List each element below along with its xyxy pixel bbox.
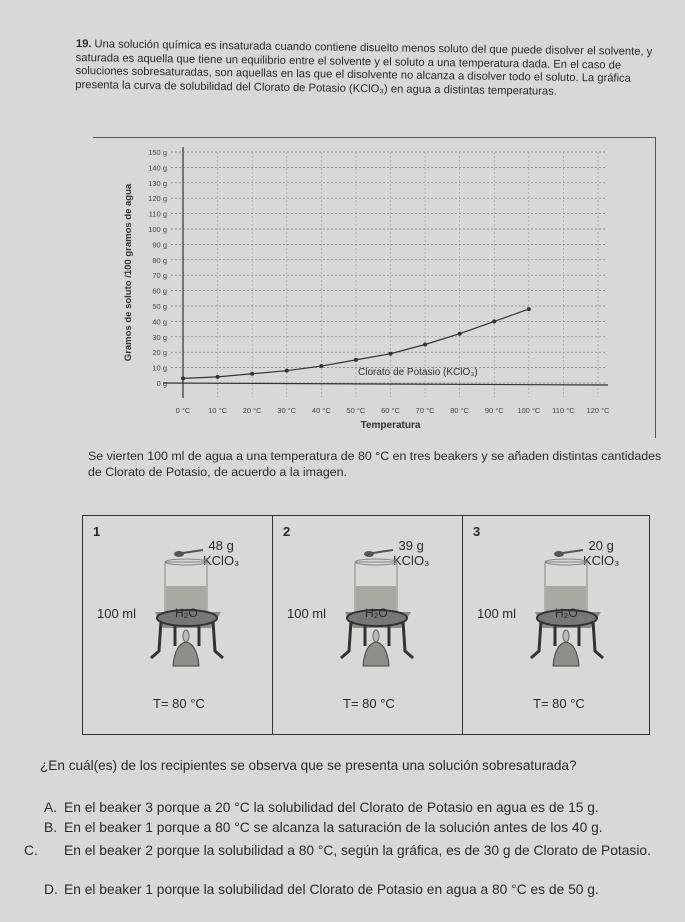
option-d[interactable] [44,882,684,897]
x-tick-label: 60 °C [381,406,400,415]
temperature-label: T= 80 °C [533,696,585,711]
y-tick-label: 110 g [148,209,167,219]
x-tick-label: 20 °C [242,406,262,415]
option-text: En el beaker 2 porque la solubilidad a 80 °C, según la gráfica, es de 30 g de Clorato de Potasio. [64,843,651,858]
question-number: 19. [75,38,92,51]
option-a[interactable] [44,800,684,815]
intro-paragraph: Una solución química es insaturada cuando contiene disuelto menos soluto del que puede disolver el solvente, y saturada es aquella que tiene un equilibrio entre el solvente y el soluto a una temperatura dada. En el caso de soluciones sobresaturadas, son aquellas en las que el disolvente no alcanza a disolver todo el soluto. La gráfica presenta la curva de solubilidad del Clorato de Potasio (KClO₃) en agua a distintas temperaturas. [75,38,653,98]
solute-mass: 48 g [208,538,234,553]
option-letter: A. [44,800,58,815]
data-point [492,319,496,323]
y-tick-label: 130 g [148,178,167,188]
option-b[interactable] [44,820,684,835]
beaker-icon [355,559,397,612]
beaker-panel-1 [82,515,273,735]
water-formula: H₂O [365,606,388,620]
temperature-label: T= 80 °C [343,696,395,711]
x-tick-label: 110 °C [552,406,575,415]
y-tick-label: 10 g [152,363,167,373]
beaker-number: 2 [283,524,291,539]
spatula-icon [364,550,393,557]
beaker-number: 1 [93,524,101,539]
y-tick-label: 20 g [152,348,167,358]
data-point [527,307,531,311]
y-tick-label: 50 g [152,302,167,311]
beaker-panel-2 [272,515,463,735]
y-tick-label: 120 g [148,194,167,204]
y-tick-label: 0 g [156,379,167,388]
y-tick-label: 30 g [152,332,167,342]
y-tick-label: 100 g [148,225,167,234]
burner-icon [173,630,199,666]
temperature-label: T= 80 °C [153,696,205,711]
series-label: Clorato de Potasio (KClO₃) [358,367,478,378]
burner-icon [363,630,389,666]
option-letter: D. [44,882,58,897]
water-formula: H₂O [175,606,198,620]
y-tick-label: 60 g [152,286,167,296]
spatula-icon [174,550,203,557]
x-axis [163,383,608,385]
data-point [458,332,462,336]
x-tick-label: 50 °C [346,406,366,415]
y-tick-label: 70 g [152,271,167,281]
solute-formula: KClO₃ [393,553,430,568]
x-tick-label: 70 °C [415,406,435,415]
burner-icon [553,630,579,666]
x-tick-label: 0 °C [175,406,191,415]
water-volume: 100 ml [97,606,137,621]
experiment-description: Se vierten 100 ml de agua a una temperatura de 80 °C en tres beakers y se añaden distintas cantidades de Clorato de Potasio, de acuerdo a la imagen. [88,449,662,479]
option-letter: C. [24,843,38,858]
data-point [389,352,393,356]
data-point [319,364,323,368]
water-formula: H₂O [555,606,578,620]
x-tick-label: 30 °C [277,406,297,415]
data-point [354,358,358,362]
data-point [423,343,427,347]
option-letter: B. [44,820,58,835]
intro-text [75,38,666,101]
option-c[interactable] [24,840,674,862]
beaker-icon [545,559,587,612]
option-text: En el beaker 1 porque la solubilidad del Clorato de Potasio en agua a 80 °C es de 50 g. [64,882,599,897]
y-tick-label: 80 g [152,255,167,265]
y-tick-label: 90 g [152,240,167,250]
beaker-panel-3 [462,515,650,735]
solubility-chart [93,137,655,437]
option-text: En el beaker 1 porque a 80 °C se alcanza la saturación de la solución antes de los 40 g. [64,820,603,835]
x-axis-title: Temperatura [360,420,421,431]
beaker-number: 3 [473,524,481,539]
data-point [181,376,185,380]
y-tick-label: 140 g [148,163,167,173]
data-point [250,372,254,376]
x-tick-label: 40 °C [311,406,331,415]
x-tick-label: 80 °C [450,406,470,415]
y-tick-label: 150 g [148,148,167,157]
spatula-icon [554,550,583,557]
water-volume: 100 ml [287,606,327,621]
x-tick-label: 90 °C [484,406,504,415]
y-axis-title: Gramos de soluto /100 gramos de agua [123,183,134,362]
solute-mass: 39 g [398,538,424,553]
question-text: ¿En cuál(es) de los recipientes se observa que se presenta una solución sobresaturada? [40,758,577,773]
x-tick-label: 120 °C [586,406,610,415]
x-tick-label: 10 °C [208,406,228,415]
solute-mass: 20 g [588,538,614,553]
data-point [216,375,220,379]
water-volume: 100 ml [477,606,517,621]
option-text: En el beaker 3 porque a 20 °C la solubilidad del Clorato de Potasio en agua es de 15 g. [64,800,599,815]
beaker-icon [165,559,207,612]
data-point [285,369,289,373]
x-tick-label: 100 °C [517,406,541,415]
solute-formula: KClO₃ [203,553,240,568]
solute-formula: KClO₃ [583,553,620,568]
y-tick-label: 40 g [152,317,167,327]
